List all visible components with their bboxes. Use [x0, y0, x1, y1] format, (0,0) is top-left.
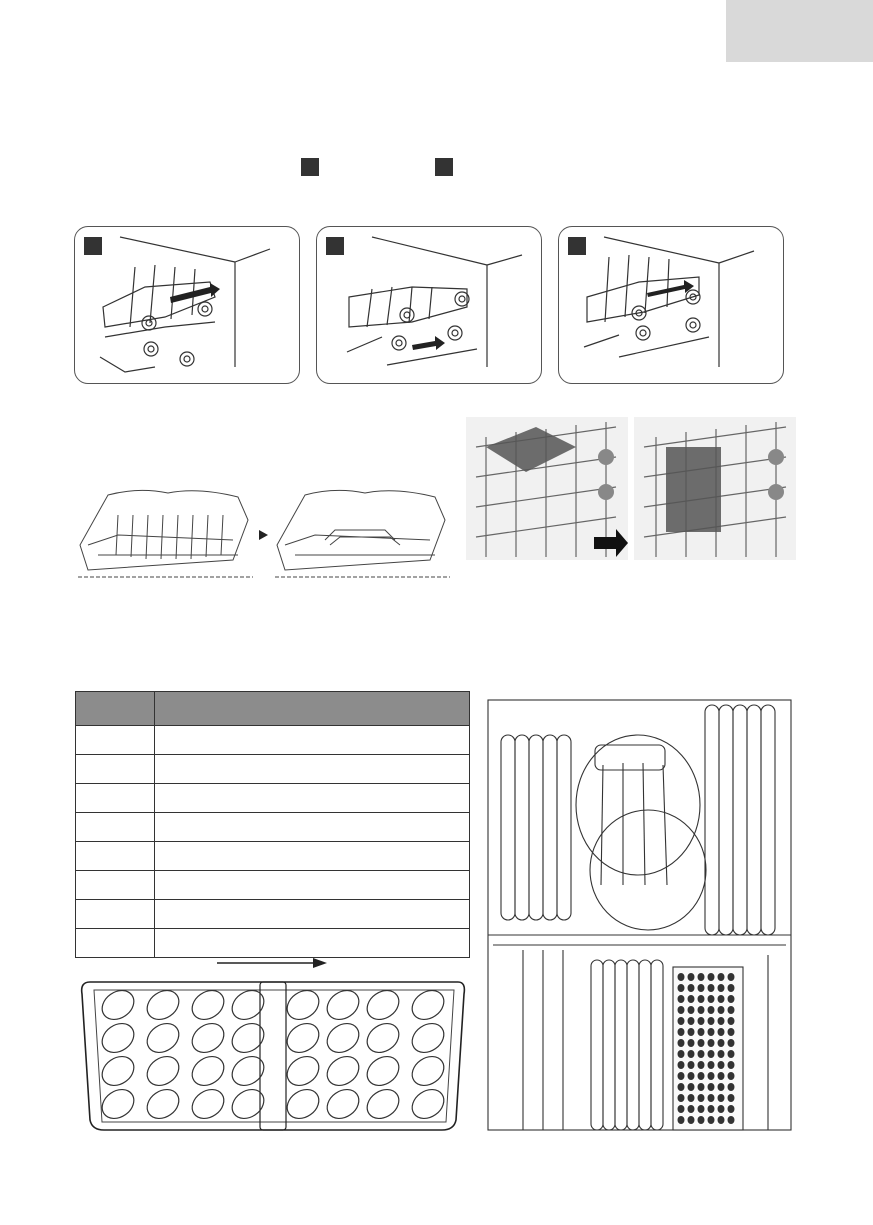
cutlery-grid-slot [728, 1028, 735, 1036]
cutlery-grid-slot [708, 1072, 715, 1080]
table-header-cell [82, 692, 148, 725]
cutlery-slot [227, 1051, 270, 1092]
cutlery-grid-slot [728, 984, 735, 992]
cutlery-grid-slot [688, 1006, 695, 1014]
cutlery-grid-slot [678, 1105, 685, 1113]
cutlery-grid-slot [708, 1017, 715, 1025]
cutlery-grid-slot [688, 1017, 695, 1025]
cutlery-slot [97, 1084, 140, 1125]
table-cell [162, 726, 462, 754]
cutlery-slot [407, 985, 450, 1026]
upper-basket-step-3 [558, 226, 784, 384]
cutlery-grid-slot [678, 995, 685, 1003]
cutlery-grid-slot [688, 995, 695, 1003]
cutlery-basket-icon [78, 970, 470, 1135]
cutlery-grid-slot [708, 1061, 715, 1069]
cutlery-grid-slot [698, 1061, 705, 1069]
cutlery-grid-slot [698, 973, 705, 981]
cutlery-grid-slot [718, 1072, 725, 1080]
cutlery-grid-slot [678, 1072, 685, 1080]
cutlery-slot [187, 1084, 230, 1125]
upper-basket-step-2 [316, 226, 542, 384]
table-cell [82, 900, 148, 928]
cutlery-grid-slot [708, 1105, 715, 1113]
cutlery-slot [227, 985, 270, 1026]
cutlery-slot [142, 1084, 185, 1125]
cutlery-grid-slot [728, 1061, 735, 1069]
cutlery-grid-slot [678, 1116, 685, 1124]
cutlery-slot [142, 985, 185, 1026]
cutlery-slot [322, 1084, 365, 1125]
cutlery-grid-slot [718, 1083, 725, 1091]
cutlery-grid-slot [728, 1006, 735, 1014]
cutlery-grid-slot [728, 1105, 735, 1113]
cutlery-grid-slot [728, 1050, 735, 1058]
cutlery-grid-slot [718, 1039, 725, 1047]
cutlery-grid-slot [728, 1039, 735, 1047]
upper-basket-reinsert-icon [559, 227, 784, 384]
cutlery-grid-slot [688, 984, 695, 992]
cutlery-slot [362, 1018, 405, 1059]
step-marker-icon [301, 158, 319, 176]
cutlery-grid-slot [708, 1116, 715, 1124]
table-row [76, 900, 469, 929]
table-cell [162, 755, 462, 783]
cutlery-slot [322, 1018, 365, 1059]
cutlery-grid-slot [688, 1105, 695, 1113]
table-cell [82, 929, 148, 957]
table-header-cell [162, 692, 462, 725]
cutlery-grid-slot [728, 1094, 735, 1102]
cutlery-grid-slot [688, 973, 695, 981]
cutlery-grid-slot [678, 1028, 685, 1036]
cutlery-slot [362, 1084, 405, 1125]
cutlery-slot [227, 1018, 270, 1059]
cutlery-grid-slot [698, 1028, 705, 1036]
cutlery-slot [282, 1051, 325, 1092]
table-row [76, 755, 469, 784]
cutlery-grid-slot [708, 1050, 715, 1058]
cutlery-grid-slot [718, 1061, 725, 1069]
cutlery-grid-slot [718, 1105, 725, 1113]
cutlery-grid-slot [718, 1028, 725, 1036]
table-row [76, 784, 469, 813]
cutlery-grid-slot [728, 1017, 735, 1025]
table-cell [162, 784, 462, 812]
cutlery-slot [227, 1084, 270, 1125]
cutlery-grid-slot [698, 984, 705, 992]
cutlery-grid-slot [678, 1017, 685, 1025]
language-tab [726, 0, 873, 62]
cutlery-grid-slot [688, 1028, 695, 1036]
cutlery-grid-slot [688, 1050, 695, 1058]
cutlery-grid-slot [688, 1083, 695, 1091]
table-cell [162, 842, 462, 870]
cutlery-grid-slot [728, 1116, 735, 1124]
cutlery-grid-slot [728, 1072, 735, 1080]
cutlery-grid-slot [698, 995, 705, 1003]
cutlery-grid-slot [728, 1083, 735, 1091]
table-header [76, 692, 469, 726]
cutlery-grid-slot [698, 1083, 705, 1091]
cutlery-slot [142, 1051, 185, 1092]
upper-basket-lift-icon [317, 227, 542, 384]
cutlery-grid-slot [708, 1039, 715, 1047]
cutlery-grid-slot [728, 995, 735, 1003]
cutlery-grid-slot [688, 1094, 695, 1102]
cutlery-grid-slot [698, 1072, 705, 1080]
cutlery-slot [362, 1051, 405, 1092]
cutlery-grid-slot [678, 1006, 685, 1014]
cutlery-grid-slot [688, 1061, 695, 1069]
cutlery-grid-slot [678, 1094, 685, 1102]
arrow-right-icon [259, 530, 268, 540]
cutlery-slot [362, 985, 405, 1026]
cutlery-grid-slot [698, 1039, 705, 1047]
cutlery-grid-slot [718, 1017, 725, 1025]
cutlery-slot [282, 1018, 325, 1059]
cutlery-grid-slot [718, 973, 725, 981]
cutlery-grid-slot [688, 1039, 695, 1047]
cutlery-grid-slot [678, 1039, 685, 1047]
table-row [76, 929, 469, 958]
table-row [76, 813, 469, 842]
cutlery-grid-slot [678, 984, 685, 992]
cutlery-grid-slot [718, 984, 725, 992]
cutlery-grid-slot [698, 1094, 705, 1102]
table-row [76, 726, 469, 755]
cutlery-slot [187, 1051, 230, 1092]
cutlery-grid-slot [718, 1006, 725, 1014]
cutlery-grid-slot [708, 1083, 715, 1091]
table-cell [82, 871, 148, 899]
cutlery-grid-slot [698, 1006, 705, 1014]
cutlery-slot [322, 1051, 365, 1092]
step-marker-icon [435, 158, 453, 176]
cutlery-slot [187, 1018, 230, 1059]
arrow-right-icon [215, 956, 330, 970]
cutlery-slot [97, 985, 140, 1026]
cutlery-grid-slot [728, 973, 735, 981]
dishwasher-loading-icon [483, 695, 796, 1135]
table-row [76, 842, 469, 871]
cutlery-grid-slot [698, 1116, 705, 1124]
cutlery-slot [282, 1084, 325, 1125]
cutlery-grid-slot [678, 973, 685, 981]
cutlery-grid-slot [708, 1028, 715, 1036]
cutlery-slot [322, 985, 365, 1026]
cutlery-grid-slot [718, 995, 725, 1003]
cutlery-grid-slot [708, 1006, 715, 1014]
table-row [76, 871, 469, 900]
cutlery-slot [187, 985, 230, 1026]
cutlery-grid-slot [678, 1083, 685, 1091]
upper-basket-release-icon [75, 227, 300, 384]
cutlery-grid-slot [718, 1050, 725, 1058]
upper-basket-step-1 [74, 226, 300, 384]
cutlery-grid-slot [708, 984, 715, 992]
cutlery-grid-slot [708, 973, 715, 981]
cutlery-grid-slot [688, 1116, 695, 1124]
cutlery-grid-slot [708, 995, 715, 1003]
cutlery-grid-slot [708, 1094, 715, 1102]
table-cell [82, 842, 148, 870]
table-cell [162, 813, 462, 841]
loading-table [75, 691, 470, 958]
cutlery-slot [407, 1084, 450, 1125]
cutlery-grid-slot [718, 1094, 725, 1102]
table-cell [82, 813, 148, 841]
cutlery-grid-slot [698, 1017, 705, 1025]
cup-rack-photo-icon [466, 417, 796, 560]
lower-basket-folded-icon [275, 485, 450, 580]
cutlery-grid-slot [678, 1050, 685, 1058]
cutlery-slot [97, 1018, 140, 1059]
cutlery-slot [407, 1051, 450, 1092]
table-cell [162, 900, 462, 928]
cutlery-grid-slot [698, 1105, 705, 1113]
table-divider [154, 692, 155, 957]
cutlery-slot [97, 1051, 140, 1092]
table-cell [82, 755, 148, 783]
lower-basket-icon [78, 485, 253, 580]
table-cell [82, 726, 148, 754]
table-cell [162, 929, 462, 957]
cutlery-grid-slot [698, 1050, 705, 1058]
cutlery-grid-slot [688, 1072, 695, 1080]
cutlery-grid-slot [718, 1116, 725, 1124]
cutlery-grid-slot [678, 1061, 685, 1069]
table-cell [82, 784, 148, 812]
cutlery-slot [282, 985, 325, 1026]
cutlery-slot [407, 1018, 450, 1059]
table-cell [162, 871, 462, 899]
cutlery-slot [142, 1018, 185, 1059]
